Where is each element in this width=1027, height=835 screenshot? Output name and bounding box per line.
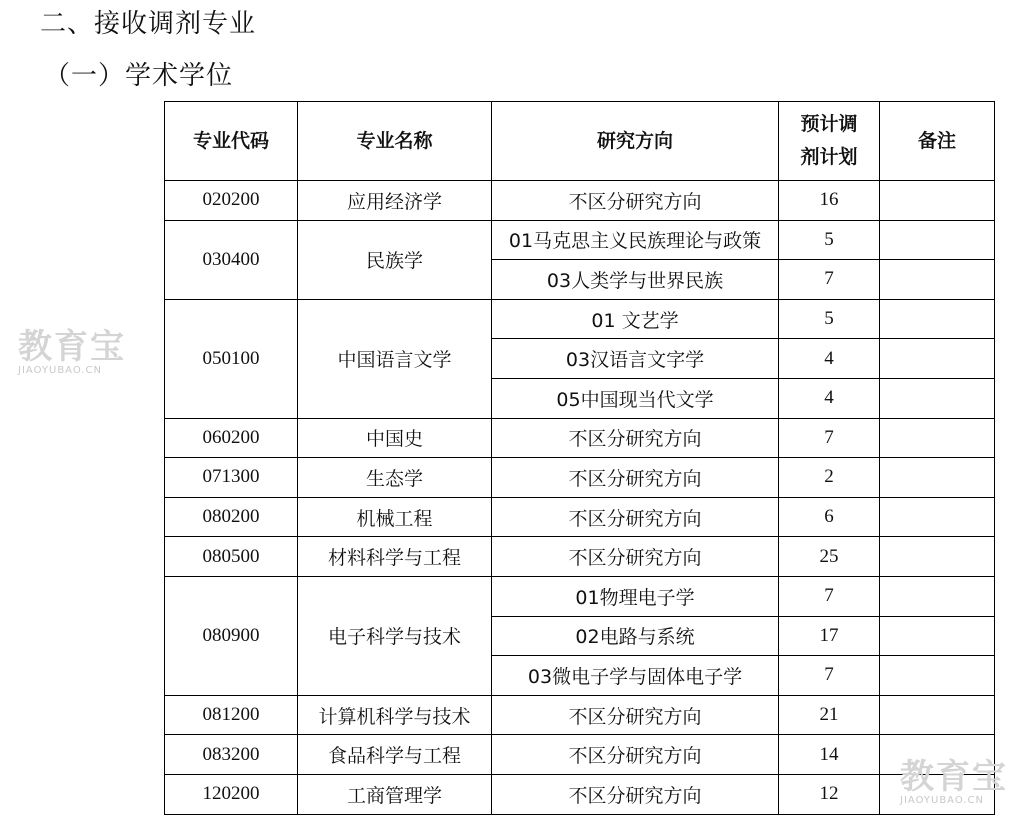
major-name-cell: 计算机科学与技术 <box>298 695 492 735</box>
major-code-cell: 081200 <box>165 695 298 735</box>
table-row <box>165 299 995 339</box>
research-direction-cell: 不区分研究方向 <box>492 537 779 577</box>
major-name-cell: 中国史 <box>298 418 492 458</box>
table-row <box>165 735 995 775</box>
table-row <box>165 458 995 498</box>
header-plan-line2: 剂计划 <box>800 146 858 168</box>
note-cell <box>880 537 995 577</box>
planned-quota-cell: 16 <box>779 181 880 221</box>
research-direction-cell: 不区分研究方向 <box>492 497 779 537</box>
research-direction-cell: 不区分研究方向 <box>492 458 779 498</box>
table-body <box>165 181 995 815</box>
table-header-row <box>165 102 995 181</box>
planned-quota-cell: 7 <box>779 260 880 300</box>
note-cell <box>880 260 995 300</box>
research-direction-cell: 01 文艺学 <box>492 299 779 339</box>
table-row <box>165 695 995 735</box>
research-direction-cell: 03人类学与世界民族 <box>492 260 779 300</box>
research-direction-cell: 01物理电子学 <box>492 576 779 616</box>
research-direction-cell: 不区分研究方向 <box>492 695 779 735</box>
note-cell <box>880 774 995 814</box>
planned-quota-cell: 14 <box>779 735 880 775</box>
note-cell <box>880 418 995 458</box>
research-direction-cell: 01马克思主义民族理论与政策 <box>492 220 779 260</box>
major-code-cell: 030400 <box>165 220 298 299</box>
major-code-cell: 120200 <box>165 774 298 814</box>
major-code-cell: 050100 <box>165 299 298 418</box>
planned-quota-cell: 17 <box>779 616 880 656</box>
table-row <box>165 576 995 616</box>
research-direction-cell: 不区分研究方向 <box>492 735 779 775</box>
watermark-domain: JIAOYUBAO.CN <box>900 795 984 806</box>
table-row <box>165 537 995 577</box>
research-direction-cell: 不区分研究方向 <box>492 181 779 221</box>
major-code-cell: 071300 <box>165 458 298 498</box>
header-note: 备注 <box>880 102 995 181</box>
note-cell <box>880 220 995 260</box>
planned-quota-cell: 2 <box>779 458 880 498</box>
planned-quota-cell: 21 <box>779 695 880 735</box>
note-cell <box>880 576 995 616</box>
major-name-cell: 民族学 <box>298 220 492 299</box>
major-name-cell: 工商管理学 <box>298 774 492 814</box>
research-direction-cell: 02电路与系统 <box>492 616 779 656</box>
note-cell <box>880 299 995 339</box>
major-code-cell: 080900 <box>165 576 298 695</box>
major-code-cell: 080200 <box>165 497 298 537</box>
note-cell <box>880 695 995 735</box>
table-row <box>165 181 995 221</box>
table-row <box>165 774 995 814</box>
planned-quota-cell: 4 <box>779 378 880 418</box>
note-cell <box>880 616 995 656</box>
planned-quota-cell: 7 <box>779 576 880 616</box>
note-cell <box>880 339 995 379</box>
planned-quota-cell: 7 <box>779 418 880 458</box>
planned-quota-cell: 7 <box>779 656 880 696</box>
planned-quota-cell: 5 <box>779 299 880 339</box>
table-row <box>165 418 995 458</box>
note-cell <box>880 497 995 537</box>
major-name-cell: 材料科学与工程 <box>298 537 492 577</box>
research-direction-cell: 03微电子学与固体电子学 <box>492 656 779 696</box>
header-plan <box>779 102 880 181</box>
watermark-domain: JIAOYUBAO.CN <box>18 365 102 376</box>
section-heading: 二、接收调剂专业 <box>40 9 257 39</box>
note-cell <box>880 735 995 775</box>
major-name-cell: 食品科学与工程 <box>298 735 492 775</box>
major-name-cell: 机械工程 <box>298 497 492 537</box>
watermark-logo-text: 教育宝 <box>18 327 126 367</box>
header-code: 专业代码 <box>165 102 298 181</box>
note-cell <box>880 378 995 418</box>
research-direction-cell: 不区分研究方向 <box>492 418 779 458</box>
major-code-cell: 020200 <box>165 181 298 221</box>
research-direction-cell: 03汉语言文字学 <box>492 339 779 379</box>
planned-quota-cell: 4 <box>779 339 880 379</box>
research-direction-cell: 05中国现当代文学 <box>492 378 779 418</box>
note-cell <box>880 656 995 696</box>
table-row <box>165 220 995 260</box>
major-code-cell: 083200 <box>165 735 298 775</box>
planned-quota-cell: 5 <box>779 220 880 260</box>
major-name-cell: 生态学 <box>298 458 492 498</box>
watermark-left <box>18 327 126 376</box>
note-cell <box>880 458 995 498</box>
table-row <box>165 497 995 537</box>
planned-quota-cell: 25 <box>779 537 880 577</box>
research-direction-cell: 不区分研究方向 <box>492 774 779 814</box>
header-name: 专业名称 <box>298 102 492 181</box>
major-code-cell: 060200 <box>165 418 298 458</box>
watermark-logo-text: 教育宝 <box>900 757 1008 797</box>
major-name-cell: 中国语言文学 <box>298 299 492 418</box>
major-name-cell: 应用经济学 <box>298 181 492 221</box>
planned-quota-cell: 12 <box>779 774 880 814</box>
header-direction: 研究方向 <box>492 102 779 181</box>
note-cell <box>880 181 995 221</box>
header-plan-line1: 预计调 <box>800 113 858 135</box>
major-name-cell: 电子科学与技术 <box>298 576 492 695</box>
subsection-heading: （一）学术学位 <box>44 61 234 91</box>
planned-quota-cell: 6 <box>779 497 880 537</box>
major-code-cell: 080500 <box>165 537 298 577</box>
adjustment-plan-table <box>164 101 995 815</box>
